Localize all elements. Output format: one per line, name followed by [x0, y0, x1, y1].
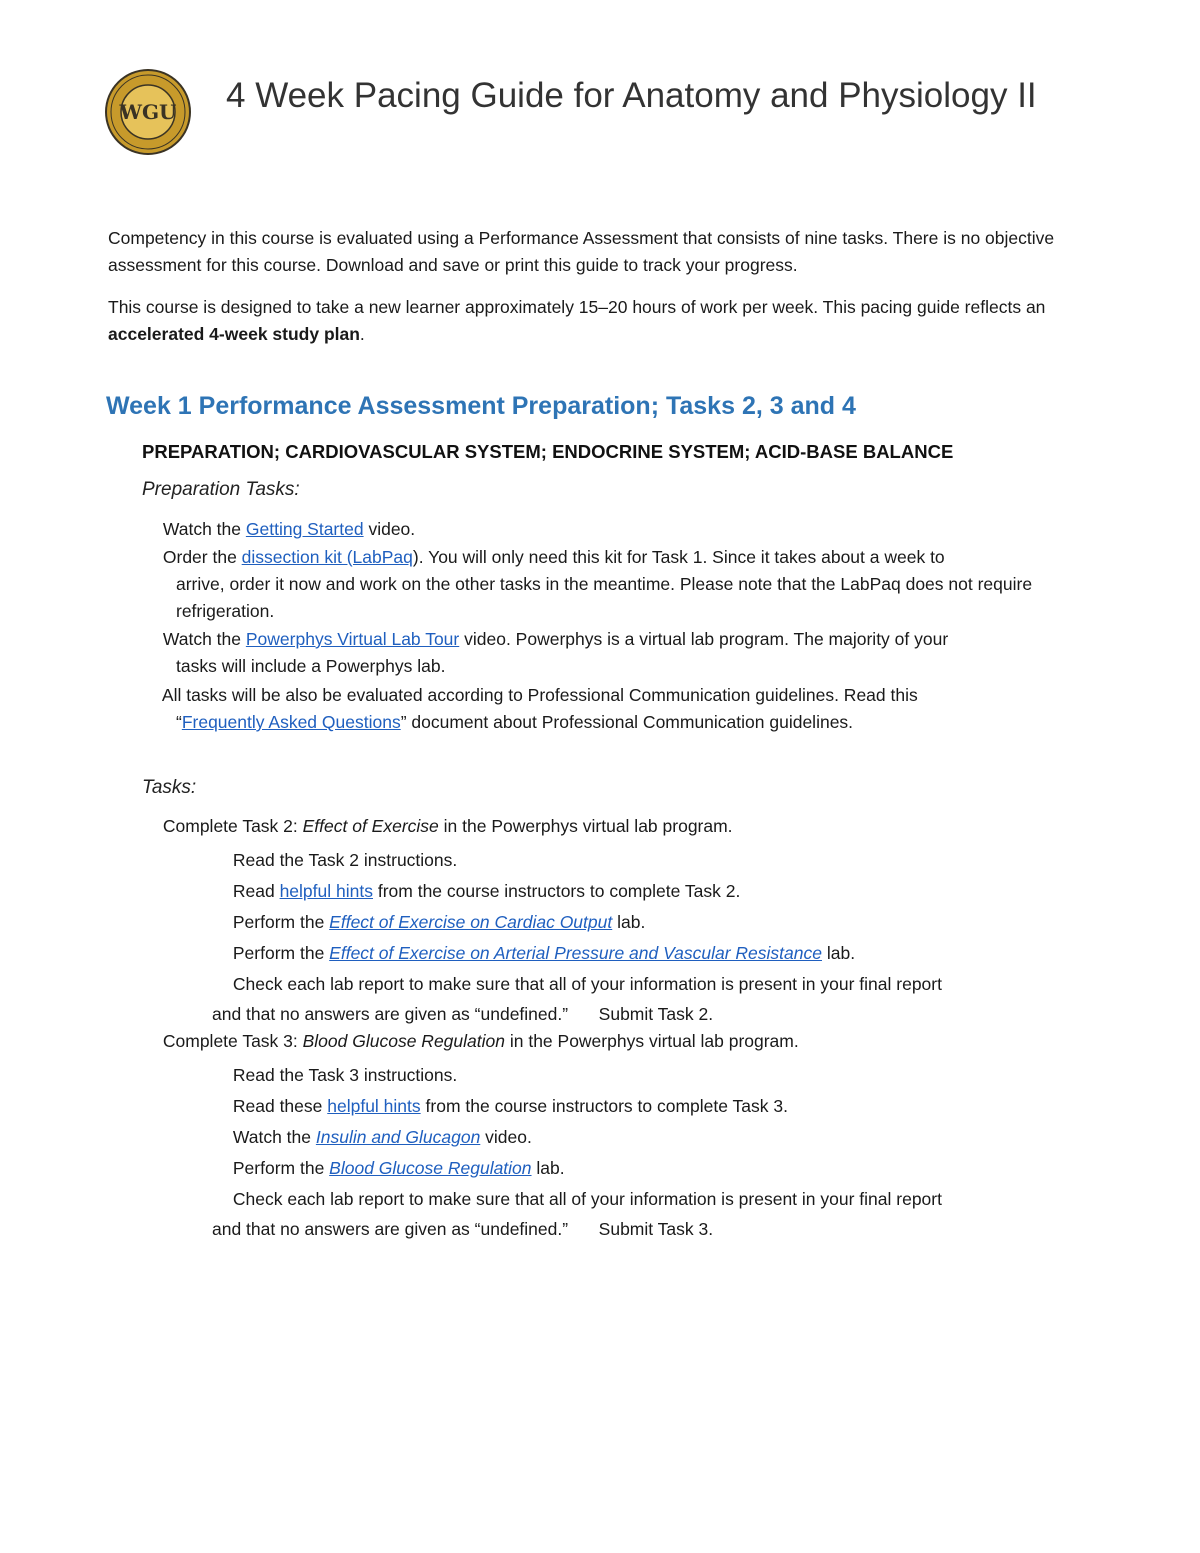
task-2-subitem-instructions: Read the Task 2 instructions.	[232, 850, 458, 870]
faq-link[interactable]: Frequently Asked Questions	[181, 712, 401, 732]
wgu-seal-logo-icon	[104, 68, 192, 156]
svg-text:WGU: WGU	[119, 100, 177, 124]
getting-started-link[interactable]: Getting Started	[245, 519, 364, 539]
task-3-hints-link[interactable]: helpful hints	[327, 1096, 421, 1116]
task-2-subitem-cardiac-lab: Perform the Effect of Exercise on Cardiac Output lab.	[232, 912, 646, 932]
task-3-subitem-check-report: Check each lab report to make sure that all of your information is present in your final report and that no answers are given as “undefined.” Submit Task 3.	[212, 1189, 942, 1239]
task-3-subitem-instructions: Read the Task 3 instructions.	[232, 1065, 458, 1085]
insulin-glucagon-video-link[interactable]: Insulin and Glucagon	[315, 1127, 481, 1147]
task-2-subitem-arterial-lab: Perform the Effect of Exercise on Arterial Pressure and Vascular Resistance lab.	[232, 943, 856, 963]
task-3-subitem-hints: Read these helpful hints from the course instructors to complete Task 3.	[232, 1096, 788, 1116]
tasks-label: Tasks:	[142, 777, 197, 798]
task-3-subitem-glucose-lab: Perform the Blood Glucose Regulation lab.	[232, 1158, 565, 1178]
week-1-heading: Week 1 Performance Assessment Preparation; Tasks 2, 3 and 4	[106, 392, 856, 420]
task-2-subitem-hints: Read helpful hints from the course instructors to complete Task 2.	[232, 881, 741, 901]
intro-paragraph-2: This course is designed to take a new learner approximately 15–20 hours of work per week. This pacing guide reflects an accelerated 4-week study plan.	[108, 297, 1046, 344]
intro-paragraph-1: Competency in this course is evaluated using a Performance Assessment that consists of nine tasks. There is no objective assessment for this course. Download and save or print this guide to track your progress.	[108, 228, 1055, 275]
prep-item-getting-started: Watch the Getting Started video.	[162, 519, 416, 539]
blood-glucose-lab-link[interactable]: Blood Glucose Regulation	[329, 1158, 532, 1178]
powerphys-tour-link[interactable]: Powerphys Virtual Lab Tour	[245, 629, 460, 649]
submit-task-2-text: Submit Task 2.	[598, 1004, 714, 1024]
page-title: 4 Week Pacing Guide for Anatomy and Physiology II	[226, 76, 1037, 115]
preparation-tasks-label: Preparation Tasks:	[142, 479, 300, 500]
task-2-item: Complete Task 2: Effect of Exercise in the Powerphys virtual lab program.	[162, 816, 733, 836]
submit-task-3-text: Submit Task 3.	[598, 1219, 714, 1239]
prep-item-dissection-kit: Order the dissection kit (LabPaq). You will only need this kit for Task 1. Since it takes about a week to arrive, order it now and work on the other tasks in the meantime. Please note that the LabPaq does not require refrigeration.	[162, 547, 1033, 621]
cardiac-output-lab-link[interactable]: Effect of Exercise on Cardiac Output	[329, 912, 613, 932]
task-2-hints-link[interactable]: helpful hints	[279, 881, 373, 901]
week-1-topics: PREPARATION; CARDIOVASCULAR SYSTEM; ENDOCRINE SYSTEM; ACID-BASE BALANCE	[142, 441, 954, 462]
task-3-subitem-video: Watch the Insulin and Glucagon video.	[232, 1127, 532, 1147]
arterial-pressure-lab-link[interactable]: Effect of Exercise on Arterial Pressure and Vascular Resistance	[329, 943, 822, 963]
prep-item-lab-tour: Watch the Powerphys Virtual Lab Tour video. Powerphys is a virtual lab program. The majority of your tasks will include a Powerphys lab.	[162, 629, 949, 676]
dissection-kit-link[interactable]: dissection kit (LabPaq	[241, 547, 413, 567]
task-3-item: Complete Task 3: Blood Glucose Regulation in the Powerphys virtual lab program.	[162, 1031, 799, 1051]
task-2-subitem-check-report: Check each lab report to make sure that all of your information is present in your final report and that no answers are given as “undefined.” Submit Task 2.	[212, 974, 942, 1024]
prep-item-professional-communication: All tasks will be also be evaluated according to Professional Communication guidelines. Read this “Frequently Asked Questions” document about Professional Communication guidelines.	[161, 685, 918, 732]
